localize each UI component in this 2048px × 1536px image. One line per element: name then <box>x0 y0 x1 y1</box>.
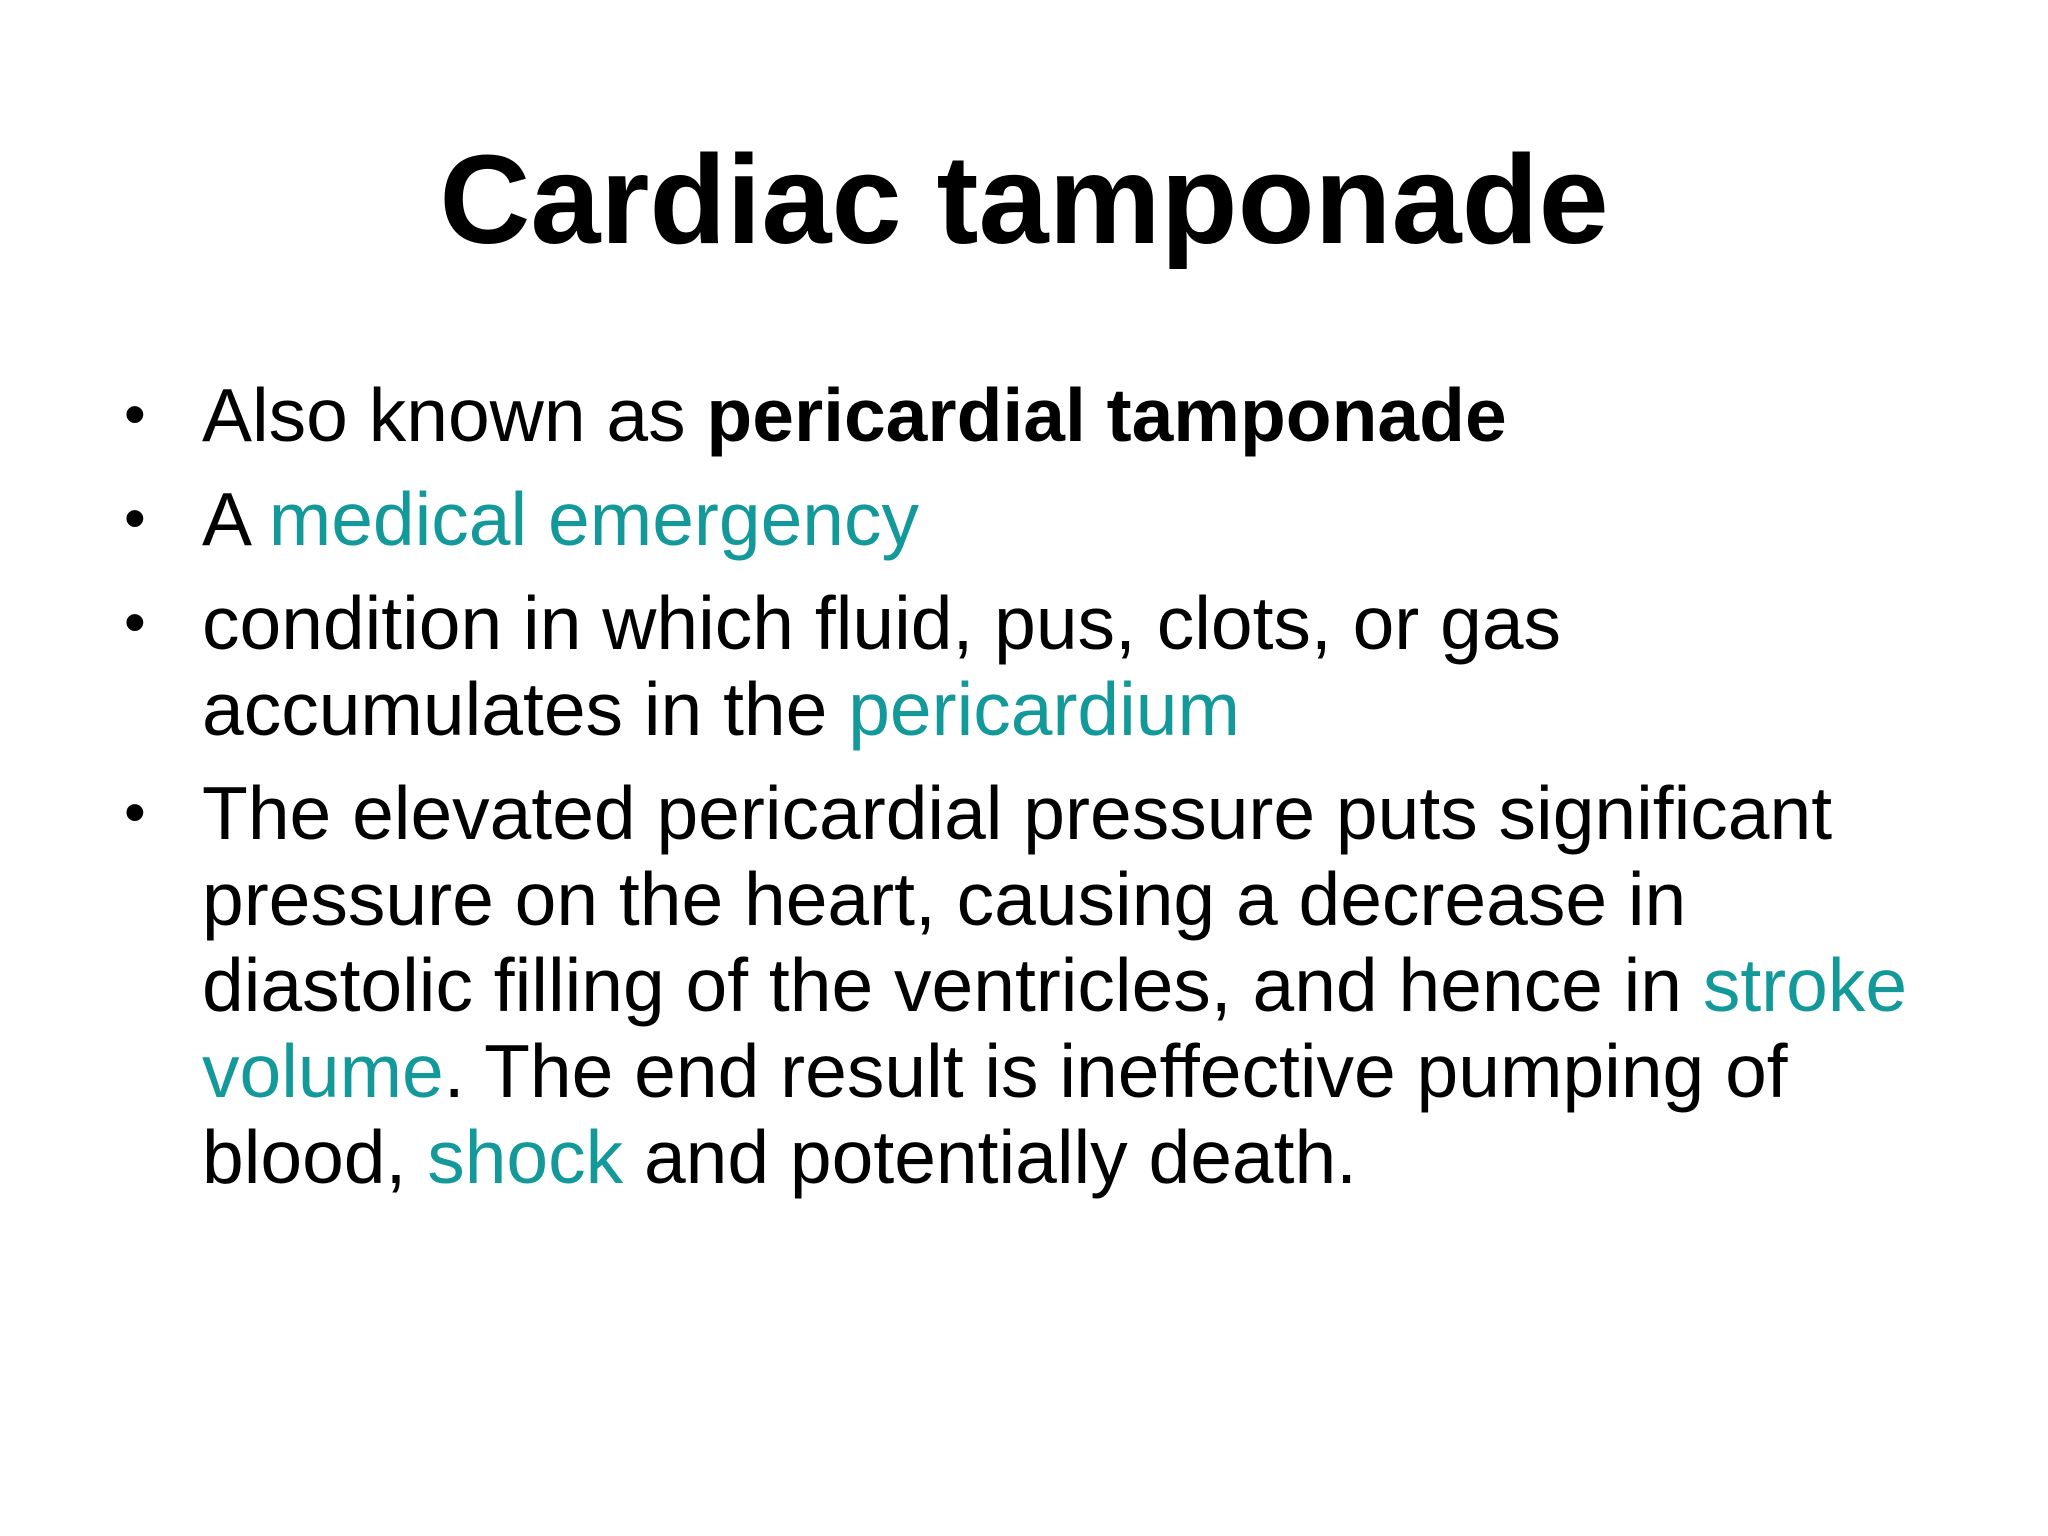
bold-term-pericardial-tamponade: pericardial tamponade <box>706 373 1507 457</box>
link-pericardium[interactable]: pericardium <box>848 667 1240 751</box>
link-shock[interactable]: shock <box>427 1115 624 1199</box>
bullet-dot-icon: • <box>124 484 146 553</box>
bullet-item-also-known-as <box>120 372 1960 458</box>
slide-title: Cardiac tamponade <box>439 129 1609 270</box>
bullet-item-elevated-pressure <box>120 770 1960 1200</box>
bullet-item-condition <box>120 580 1960 752</box>
link-stroke-volume[interactable]: stroke volume <box>202 943 1908 1113</box>
bullet-dot-icon: • <box>124 380 146 449</box>
link-medical-emergency[interactable]: medical emergency <box>268 477 920 561</box>
bullet-dot-icon: • <box>124 588 146 657</box>
bullet-text-mid: . The end result is ineffective pumping of blood, <box>202 1029 1788 1199</box>
bullet-item-medical-emergency <box>120 476 1960 562</box>
bullet-text: Also known as <box>202 373 707 457</box>
bullet-text: A <box>202 477 269 561</box>
bullet-text: condition in which fluid, pus, clots, or gas accumulates in the <box>202 581 1562 751</box>
bullet-dot-icon: • <box>124 778 146 847</box>
bullet-text-tail: and potentially death. <box>623 1115 1358 1199</box>
bullet-text: The elevated pericardial pressure puts significant pressure on the heart, causing a decrease in diastolic filling of the ventricles, and hence in <box>202 771 1833 1027</box>
bullet-list <box>120 372 1960 1218</box>
